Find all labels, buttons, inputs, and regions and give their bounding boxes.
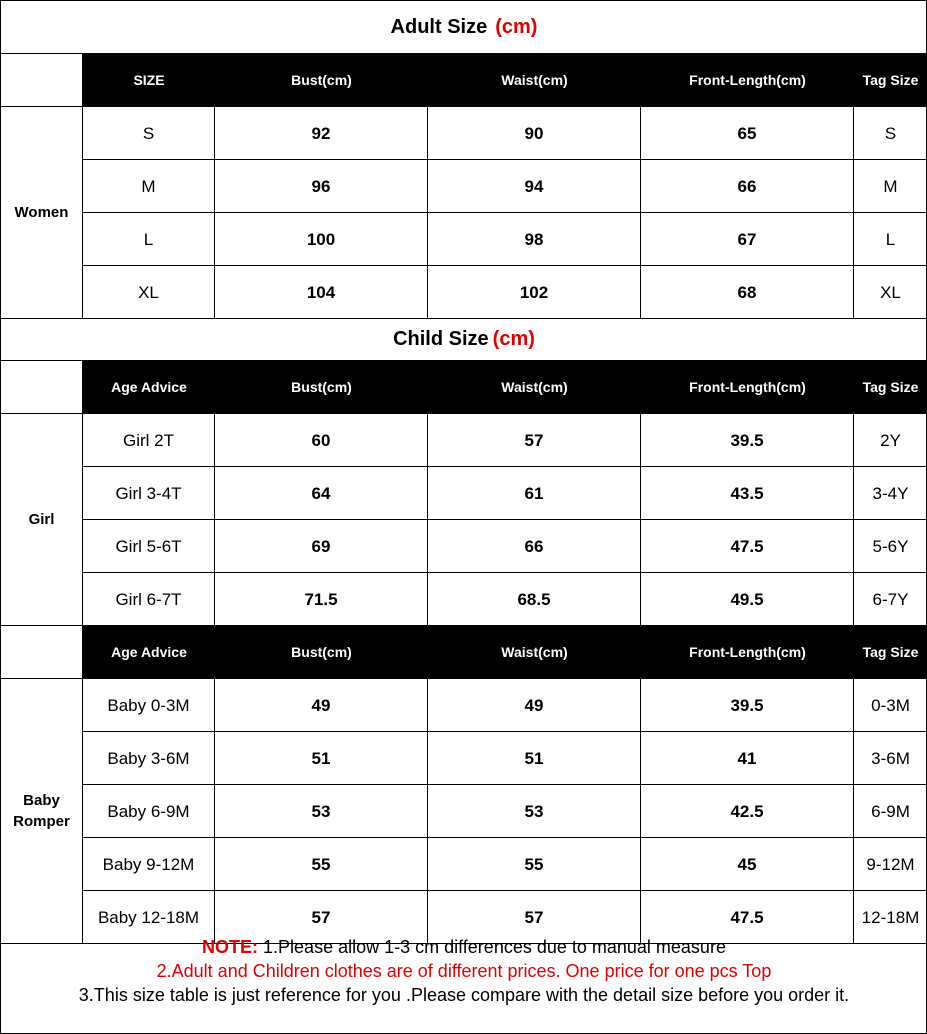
waist-cell: 49 <box>428 679 641 732</box>
bust-cell: 69 <box>215 520 428 573</box>
note-block <box>1 936 927 1005</box>
tag-size-cell: S <box>854 107 927 160</box>
column-header: Waist(cm) <box>428 54 641 107</box>
column-header: SIZE <box>83 54 215 107</box>
header-blank-cell <box>1 361 83 414</box>
column-header: Bust(cm) <box>215 54 428 107</box>
column-header: Front-Length(cm) <box>641 54 854 107</box>
bust-cell: 60 <box>215 414 428 467</box>
bust-cell: 64 <box>215 467 428 520</box>
note-line-1 <box>202 935 726 959</box>
column-header: Waist(cm) <box>428 626 641 679</box>
waist-cell: 102 <box>428 266 641 319</box>
tag-size-cell: 9-12M <box>854 838 927 891</box>
front-length-cell: 65 <box>641 107 854 160</box>
tag-size-cell: 12-18M <box>854 891 927 944</box>
waist-cell: 90 <box>428 107 641 160</box>
tag-size-cell: 3-6M <box>854 732 927 785</box>
child-unit-text: (cm) <box>492 328 535 350</box>
waist-cell: 61 <box>428 467 641 520</box>
tag-size-cell: M <box>854 160 927 213</box>
front-length-cell: 41 <box>641 732 854 785</box>
bust-cell: 53 <box>215 785 428 838</box>
waist-cell: 68.5 <box>428 573 641 626</box>
column-header: Front-Length(cm) <box>641 626 854 679</box>
age-advice-cell: Baby 9-12M <box>83 838 215 891</box>
bust-cell: 55 <box>215 838 428 891</box>
front-length-cell: 45 <box>641 838 854 891</box>
front-length-cell: 67 <box>641 213 854 266</box>
tag-size-cell: XL <box>854 266 927 319</box>
age-advice-cell: Baby 6-9M <box>83 785 215 838</box>
bust-cell: 96 <box>215 160 428 213</box>
bust-cell: 57 <box>215 891 428 944</box>
tag-size-cell: 6-9M <box>854 785 927 838</box>
note-line-2: 2.Adult and Children clothes are of different prices. One price for one pcs Top <box>156 960 772 981</box>
column-header: Front-Length(cm) <box>641 361 854 414</box>
column-header: Bust(cm) <box>215 361 428 414</box>
bust-cell: 104 <box>215 266 428 319</box>
age-advice-cell: Girl 6-7T <box>83 573 215 626</box>
tag-size-cell: L <box>854 213 927 266</box>
group-label-women: Women <box>1 107 83 319</box>
size-cell: L <box>83 213 215 266</box>
note-text-1: 1.Please allow 1-3 cm differences due to manual measure <box>258 936 726 957</box>
front-length-cell: 43.5 <box>641 467 854 520</box>
child-title-text: Child Size <box>393 328 489 350</box>
front-length-cell: 39.5 <box>641 414 854 467</box>
adult-title-text: Adult Size <box>390 15 488 38</box>
tag-size-cell: 6-7Y <box>854 573 927 626</box>
age-advice-cell: Baby 12-18M <box>83 891 215 944</box>
note-label: NOTE: <box>202 936 259 957</box>
bust-cell: 100 <box>215 213 428 266</box>
child-size-title <box>1 319 927 361</box>
age-advice-cell: Baby 0-3M <box>83 679 215 732</box>
header-blank-cell <box>1 626 83 679</box>
waist-cell: 51 <box>428 732 641 785</box>
age-advice-cell: Girl 2T <box>83 414 215 467</box>
front-length-cell: 42.5 <box>641 785 854 838</box>
age-advice-cell: Girl 5-6T <box>83 520 215 573</box>
tag-size-cell: 5-6Y <box>854 520 927 573</box>
header-blank-cell <box>1 54 83 107</box>
bust-cell: 49 <box>215 679 428 732</box>
column-header: Tag Size <box>854 361 927 414</box>
front-length-cell: 68 <box>641 266 854 319</box>
waist-cell: 66 <box>428 520 641 573</box>
bust-cell: 92 <box>215 107 428 160</box>
group-label-baby-romper <box>1 679 83 944</box>
waist-cell: 55 <box>428 838 641 891</box>
adult-unit-text: (cm) <box>495 15 538 38</box>
waist-cell: 53 <box>428 785 641 838</box>
waist-cell: 57 <box>428 414 641 467</box>
size-cell: M <box>83 160 215 213</box>
size-cell: S <box>83 107 215 160</box>
column-header: Tag Size <box>854 54 927 107</box>
column-header: Age Advice <box>83 626 215 679</box>
column-header: Bust(cm) <box>215 626 428 679</box>
bust-cell: 51 <box>215 732 428 785</box>
age-advice-cell: Girl 3-4T <box>83 467 215 520</box>
tag-size-cell: 3-4Y <box>854 467 927 520</box>
column-header: Age Advice <box>83 361 215 414</box>
front-length-cell: 49.5 <box>641 573 854 626</box>
front-length-cell: 47.5 <box>641 520 854 573</box>
tag-size-cell: 0-3M <box>854 679 927 732</box>
waist-cell: 57 <box>428 891 641 944</box>
column-header: Tag Size <box>854 626 927 679</box>
group-label-girl: Girl <box>1 414 83 626</box>
front-length-cell: 66 <box>641 160 854 213</box>
front-length-cell: 47.5 <box>641 891 854 944</box>
front-length-cell: 39.5 <box>641 679 854 732</box>
bust-cell: 71.5 <box>215 573 428 626</box>
tag-size-cell: 2Y <box>854 414 927 467</box>
group-label-line: Baby <box>23 792 60 809</box>
age-advice-cell: Baby 3-6M <box>83 732 215 785</box>
size-cell: XL <box>83 266 215 319</box>
note-line-3: 3.This size table is just reference for you .Please compare with the detail size before you order it. <box>78 984 850 1005</box>
group-label-line: Romper <box>13 813 70 830</box>
waist-cell: 98 <box>428 213 641 266</box>
adult-size-title <box>1 1 927 54</box>
waist-cell: 94 <box>428 160 641 213</box>
column-header: Waist(cm) <box>428 361 641 414</box>
